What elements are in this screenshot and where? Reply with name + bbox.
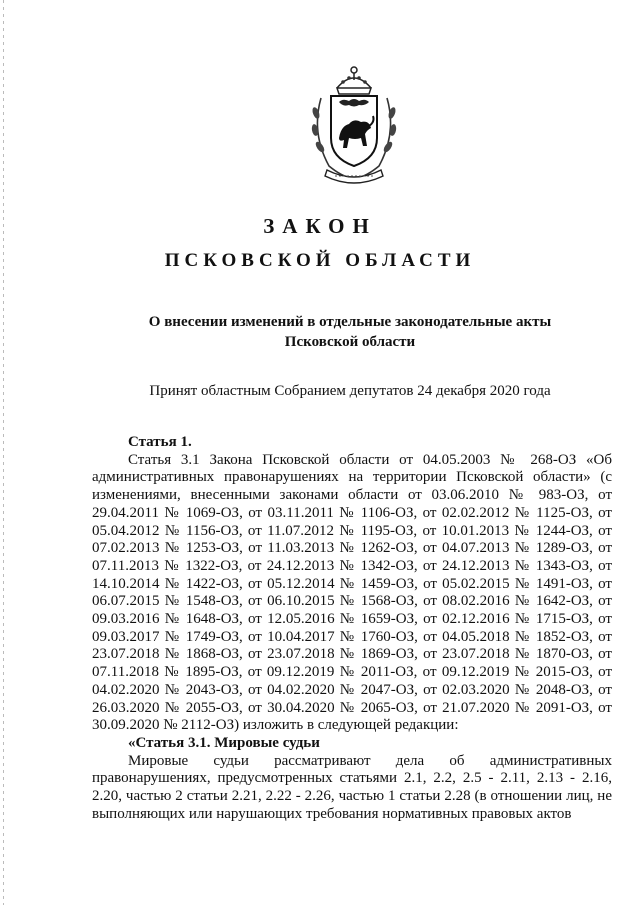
adoption-line: Принят областным Собранием депутатов 24 декабря 2020 года [149,383,551,399]
document-subtitle: ПСКОВСКОЙ ОБЛАСТИ [164,250,476,271]
article-3-1-heading: «Статья 3.1. Мировые судьи [128,734,320,751]
article-1-body: Статья 3.1 Закона Псковской области от 04.05.2003 № 268-ОЗ «Об административных правонарушениях на территории Псковской области» (с изменениями, внесенными законами области от 03.06.2010 № 983-ОЗ, от 29.04.2011 № 1069-ОЗ, от 03.11.2011 № 1106-ОЗ, от 02.02.2012 № 1125-ОЗ, от 05.04.2012 № 1156-ОЗ, от 11.07.2012 № 1195-ОЗ, от 10.01.2013 № 1244-ОЗ, от 07.02.2013 № 1253-ОЗ, от 11.03.2013 № 1262-ОЗ, от 04.07.2013 № 1289-ОЗ, от 07.11.2013 № 1322-ОЗ, от 24.12.2013 № 1342-ОЗ, от 24.12.2013 № 1343-ОЗ, от 14.10.2014 № 1422-ОЗ, от 05.12.2014 № 1459-ОЗ, от 05.02.2015 № 1491-ОЗ, от 06.07.2015 № 1548-ОЗ, от 06.10.2015 № 1568-ОЗ, от 08.02.2016 № 1642-ОЗ, от 09.03.2016 № 1648-ОЗ, от 12.05.2016 № 1659-ОЗ, от 02.12.2016 № 1715-ОЗ, от 09.03.2017 № 1749-ОЗ, от 10.04.2017 № 1760-ОЗ, от 04.05.2018 № 1852-ОЗ, от 23.07.2018 № 1868-ОЗ, от 23.07.2018 № 1869-ОЗ, от 23.07.2018 № 1870-ОЗ, от 07.11.2018 № 1895-ОЗ, от 09.12.2019 № 2011-ОЗ, от 09.12.2019 № 2015-ОЗ, от 04.02.2020 № 2043-ОЗ, от 04.02.2020 № 2047-ОЗ, от 02.03.2020 № 2048-ОЗ, от 26.03.2020 № 2055-ОЗ, от 30.04.2020 № 2065-ОЗ, от 21.07.2020 № 2091-ОЗ, от 30.09.2020 № 2112-ОЗ) изложить в следующей редакции: [92,451,612,734]
document-body [92,434,612,823]
scan-edge [3,0,4,905]
article-1-heading: Статья 1. [128,434,192,450]
document-title: ЗАКОН [263,214,377,238]
subject-line-1: О внесении изменений в отдельные законодательные акты [148,314,552,330]
article-3-1-body: Мировые судьи рассматривают дела об административных правонарушениях, предусмотренных статьями 2.1, 2.2, 2.5 - 2.11, 2.13 - 2.16, 2.20, частью 2 статьи 2.21, 2.22 - 2.26, частью 1 статьи 2.28 (в отношении лиц, не выполняющих или нарушающих требования нормативных правовых актов [92,752,612,822]
pskov-coat-of-arms-icon [299,58,409,188]
subject-line-2: Псковской области [284,334,416,350]
document-subject [100,312,600,352]
